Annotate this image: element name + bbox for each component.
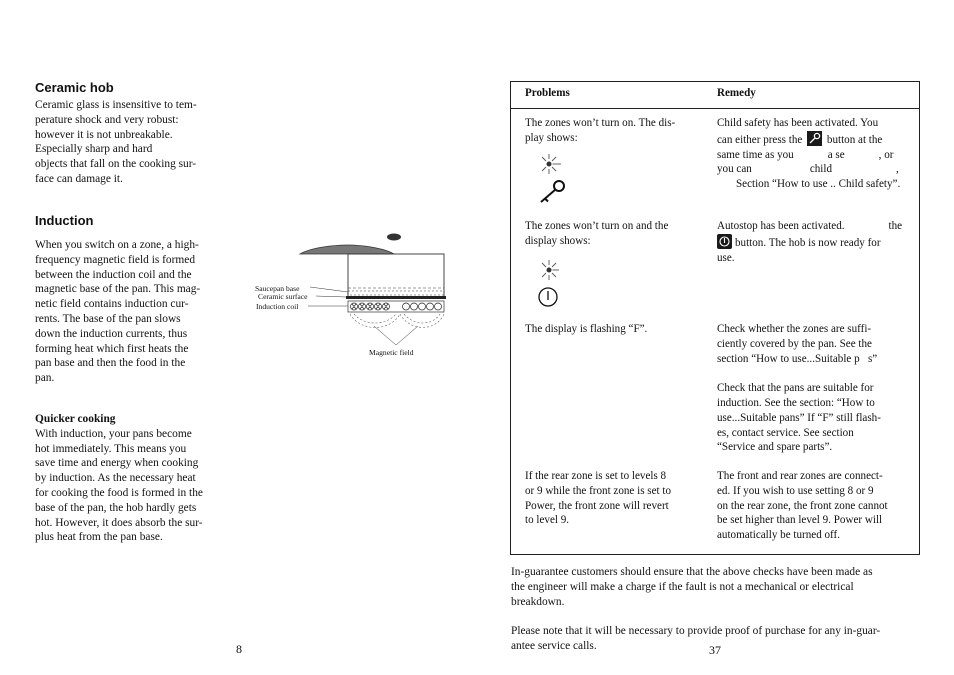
troubleshooting-table: [510, 81, 920, 555]
row-4-problem: [525, 469, 697, 528]
quicker-cooking-heading: Quicker cooking: [35, 413, 116, 425]
text-line: be set higher than level 9. Power will: [717, 514, 883, 527]
key-button-icon: [807, 131, 822, 146]
saucepan-base: [348, 291, 444, 295]
induction-coil-label: Induction coil: [256, 302, 299, 311]
text-line: pan base and then the food in the: [35, 357, 186, 370]
text-line: use.: [717, 251, 735, 264]
key-glyph: [807, 131, 822, 146]
row-1-problem: [525, 116, 697, 146]
text-line: breakdown.: [511, 595, 565, 608]
header-problems: Problems: [525, 87, 570, 99]
text-line: hot immediately. This means you: [35, 442, 187, 455]
text-line: objects that fall on the cooking sur-: [35, 158, 197, 171]
text-line: section “How to use...Suitable p s”: [717, 352, 878, 365]
text-line: With induction, your pans become: [35, 427, 192, 440]
text-line: frequency magnetic field is formed: [35, 253, 196, 266]
induction-heading: Induction: [35, 213, 94, 228]
text-line: magnetic base of the pan. This mag-: [35, 283, 201, 296]
row-3-remedy: [717, 322, 915, 455]
text-line: Power, the front zone will revert: [525, 499, 669, 512]
magnetic-field-label: Magnetic field: [369, 348, 414, 357]
text-line: use...Suitable pans” If “F” still flash-: [717, 411, 881, 424]
text-line: for cooking the food is formed in the: [35, 486, 203, 499]
text-line: however it is not unbreakable.: [35, 128, 173, 141]
text-line: pan.: [35, 372, 55, 385]
text-line: between the induction coil and the: [35, 268, 192, 281]
header-divider: [511, 108, 919, 109]
text-line: The zones won’t turn on. The dis-: [525, 117, 676, 129]
text-line: or 9 while the front zone is set to: [525, 484, 672, 497]
text-line: Especially sharp and hard: [35, 143, 153, 156]
text-line: The front and rear zones are connect-: [717, 470, 883, 482]
text-line: In-guarantee customers should ensure that the above checks have been made as: [511, 566, 873, 578]
ceramic-hob-heading: Ceramic hob: [35, 80, 114, 95]
text-line: down the induction currents, thus: [35, 327, 188, 340]
text-line: induction. See the section: “How to: [717, 396, 875, 409]
text-line: plus heat from the pan base.: [35, 531, 163, 544]
row-2-display-icons: [535, 258, 571, 310]
text-line: ed. If you wish to use setting 8 or 9: [717, 484, 874, 497]
header-remedy: Remedy: [717, 87, 756, 99]
induction-diagram: [250, 228, 450, 363]
row-3-problem: [525, 322, 697, 337]
text-fragment: can either press the: [717, 133, 803, 146]
guarantee-note: [511, 565, 931, 609]
pan-lid: [300, 245, 394, 254]
ceramic-surface: [346, 296, 446, 299]
text-line: by induction. As the necessary heat: [35, 472, 196, 485]
row-1-remedy: [717, 116, 925, 192]
row-4-remedy: [717, 469, 915, 543]
row-1-display-icons: [535, 152, 571, 206]
text-line: Section “How to use .. Child safety”.: [736, 178, 901, 191]
flash-indicator-icon: [542, 260, 559, 280]
text-fragment: the: [888, 220, 903, 232]
text-line: save time and energy when cooking: [35, 457, 199, 470]
text-line: [717, 234, 915, 251]
text-line: Please note that it will be necessary to provide proof of purchase for any in-guar-: [511, 625, 881, 637]
power-glyph: [717, 234, 732, 249]
text-line: Child safety has been activated. You: [717, 117, 879, 129]
text-line: display shows:: [525, 234, 591, 247]
text-fragment: same time as you: [717, 148, 794, 161]
text-line: Check that the pans are suitable for: [717, 382, 874, 395]
text-line: perature shock and very robust:: [35, 113, 179, 126]
text-fragment: child: [809, 163, 832, 176]
text-line: rents. The base of the pan slows: [35, 312, 181, 325]
row-2-remedy: [717, 219, 915, 265]
text-fragment: , or: [878, 148, 894, 161]
proof-of-purchase-note: [511, 624, 931, 654]
quicker-cooking-section: [35, 412, 235, 545]
flash-indicator-icon: [542, 154, 561, 174]
text-line: hot. However, it does absorb the sur-: [35, 516, 203, 529]
ceramic-hob-text: [35, 98, 235, 187]
text-line: If the rear zone is set to levels 8: [525, 470, 667, 482]
text-line: the engineer will make a charge if the fault is not a mechanical or electrical: [511, 580, 854, 593]
page-number-left: 8: [236, 642, 242, 656]
key-icon: [541, 181, 564, 202]
text-line: The display is flashing “F”.: [525, 323, 648, 335]
text-line: base of the pan, the hob hardly gets: [35, 501, 197, 514]
text-fragment: button. The hob is now ready for: [735, 236, 881, 249]
text-line: The zones won’t turn on and the: [525, 220, 669, 232]
text-line: [717, 148, 925, 163]
text-line: “Service and spare parts”.: [717, 441, 833, 454]
text-line: es, contact service. See section: [717, 426, 854, 439]
power-icon: [539, 288, 557, 306]
text-line: [717, 219, 915, 234]
ceramic-surface-label: Ceramic surface: [258, 292, 308, 301]
row-2-problem: [525, 219, 697, 249]
text-line: forming heat which first heats the: [35, 342, 189, 355]
text-line: netic field contains induction cur-: [35, 298, 189, 311]
text-line: [717, 162, 925, 177]
text-fragment: you can: [717, 163, 752, 176]
lid-knob: [387, 234, 401, 241]
pan-body: [348, 254, 444, 298]
text-line: antee service calls.: [511, 639, 597, 652]
text-line: Check whether the zones are suffi-: [717, 323, 872, 335]
text-line: ciently covered by the pan. See the: [717, 337, 872, 350]
text-line: play shows:: [525, 131, 578, 144]
text-line: automatically be turned off.: [717, 529, 841, 542]
saucepan-base-label: Saucepan base: [255, 284, 300, 293]
coil-windings: [351, 303, 442, 310]
text-line: on the rear zone, the front zone cannot: [717, 499, 888, 512]
induction-text: [35, 238, 235, 386]
text-fragment: button at the: [826, 133, 883, 146]
text-fragment: ,: [896, 163, 899, 176]
text-line: face can damage it.: [35, 172, 123, 185]
text-line: [717, 131, 925, 148]
text-line: Ceramic glass is insensitive to tem-: [35, 99, 197, 111]
power-button-icon: [717, 234, 732, 249]
text-fragment: a se: [827, 148, 845, 161]
text-fragment: Autostop has been activated.: [717, 220, 845, 232]
page-number-right: 37: [709, 643, 721, 657]
text-line: When you switch on a zone, a high-: [35, 239, 199, 251]
text-line: to level 9.: [525, 514, 570, 527]
